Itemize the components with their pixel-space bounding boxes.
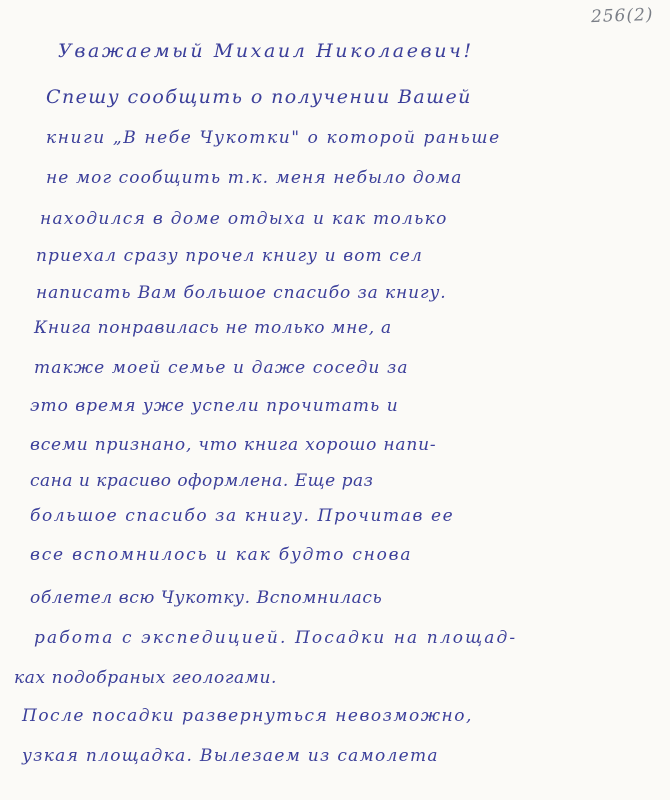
letter-line: приехал сразу прочел книгу и вот сел <box>36 246 423 266</box>
letter-line: Спешу сообщить о получении Вашей <box>46 86 472 108</box>
letter-line: После посадки развернуться невозможно, <box>22 706 473 726</box>
letter-line: все вспомнилось и как будто снова <box>30 545 413 565</box>
letter-greeting: Уважаемый Михаил Николаевич! <box>58 40 474 62</box>
letter-line: большое спасибо за книгу. Прочитав ее <box>30 506 455 526</box>
letter-line: написать Вам большое спасибо за книгу. <box>36 283 447 303</box>
letter-line: всеми признано, что книга хорошо напи- <box>30 435 437 455</box>
letter-line: сана и красиво оформлена. Еще раз <box>30 471 374 491</box>
archive-page-number: 256(2) <box>591 4 655 28</box>
letter-line: книги „В небе Чукотки" о которой раньше <box>46 128 501 148</box>
letter-line: облетел всю Чукотку. Вспомнилась <box>30 588 383 608</box>
letter-line: узкая площадка. Вылезаем из самолета <box>22 746 439 766</box>
letter-line: Книга понравилась не только мне, а <box>34 318 392 338</box>
letter-line: также моей семье и даже соседи за <box>34 358 409 378</box>
letter-line: не мог сообщить т.к. меня небыло дома <box>46 168 463 188</box>
letter-line: находился в доме отдыха и как только <box>40 209 448 229</box>
letter-line: это время уже успели прочитать и <box>30 396 399 416</box>
letter-line: ках подобраных геологами. <box>14 668 278 688</box>
letter-line: работа с экспедицией. Посадки на площад- <box>34 628 518 648</box>
